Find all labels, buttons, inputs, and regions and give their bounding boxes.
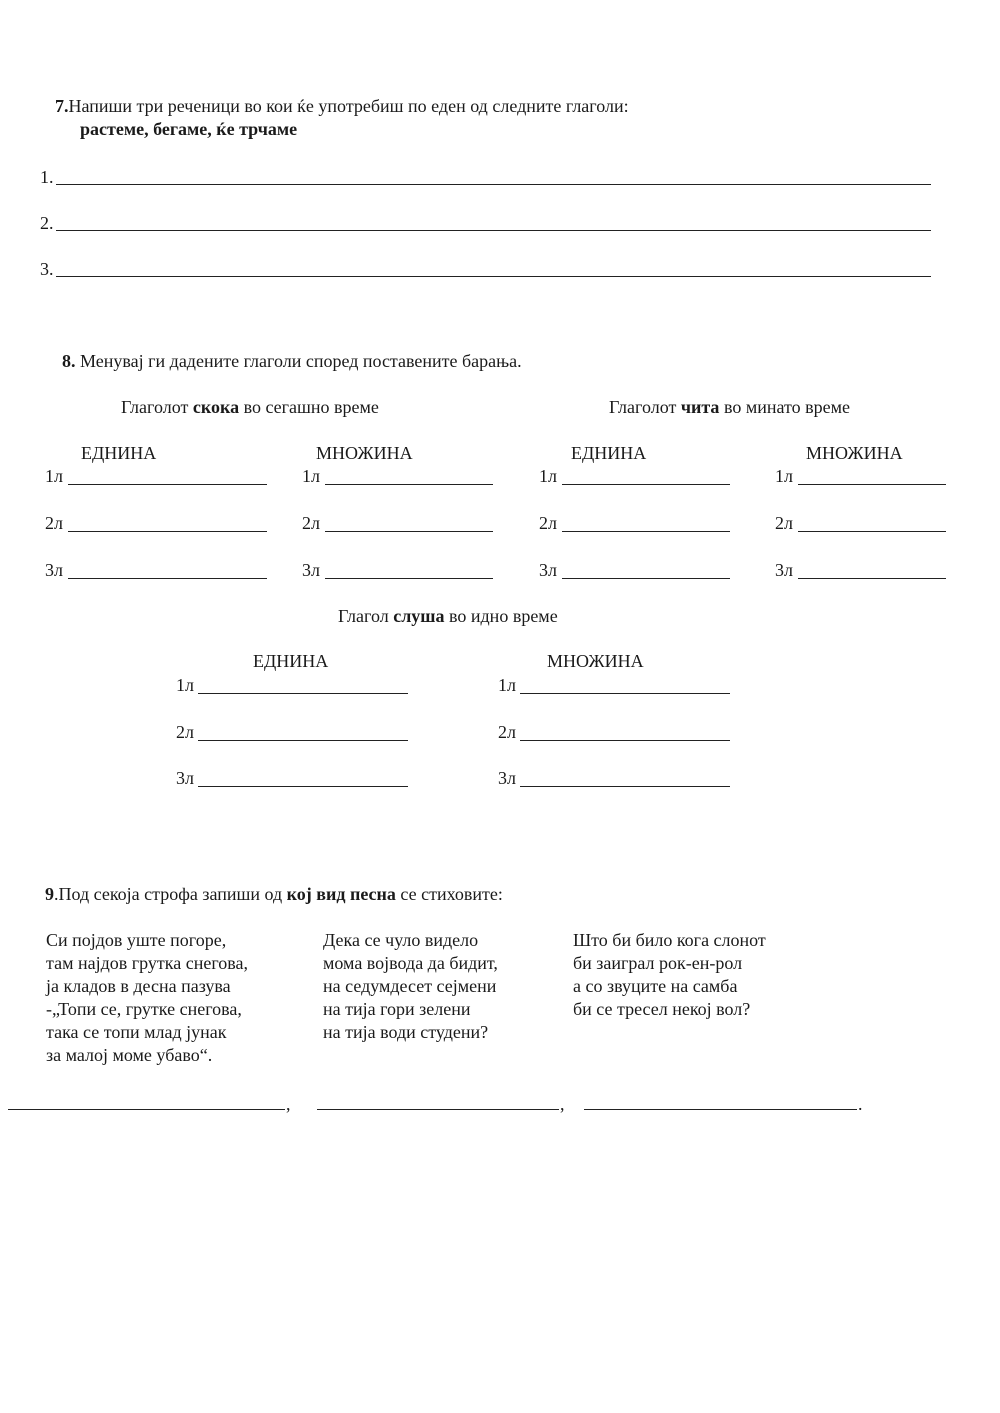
q7-number: 7.: [55, 96, 69, 116]
q9-answer-line-1[interactable]: [8, 1109, 285, 1110]
q8-block3-verb: слуша: [393, 606, 445, 626]
stanza-1-line: там најдов грутка снегова,: [46, 953, 249, 973]
q8-b2-sg-answer-3[interactable]: [562, 578, 730, 579]
q8-prompt: [62, 350, 522, 372]
q8-b1-sg-person-3: 3л: [45, 560, 63, 580]
q8-block2-verb: чита: [680, 397, 720, 417]
q9-answer-line-2[interactable]: [317, 1109, 559, 1110]
q8-block3-title: [338, 605, 558, 627]
q8-b1-pl-answer-3[interactable]: [325, 578, 493, 579]
q8-b1-pl-person-3: 3л: [302, 560, 320, 580]
stanza-2-line: на седумдесет сејмени: [323, 976, 497, 996]
stanza-1-line: ја кладов в десна пазува: [46, 976, 231, 996]
q8-b3-plural-header: МНОЖИНА: [547, 651, 644, 671]
q8-b3-pl-answer-2[interactable]: [520, 740, 730, 741]
q8-b3-pl-answer-1[interactable]: [520, 693, 730, 694]
q8-b2-singular-header: ЕДНИНА: [571, 443, 647, 463]
q8-b1-singular-header: ЕДНИНА: [81, 443, 157, 463]
q8-b3-pl-answer-3[interactable]: [520, 786, 730, 787]
q8-b3-sg-person-1: 1л: [176, 675, 194, 695]
q8-b3-pl-person-1: 1л: [498, 675, 516, 695]
q8-b2-sg-person-1: 1л: [539, 466, 557, 486]
q8-b2-sg-answer-1[interactable]: [562, 484, 730, 485]
q8-b1-pl-person-2: 2л: [302, 513, 320, 533]
q8-block2-title: [609, 396, 850, 418]
q9-text-bold: кој вид песна: [286, 884, 396, 904]
stanza-1-line: за малој моме убаво“.: [46, 1045, 213, 1065]
q8-block1-verb: скока: [192, 397, 240, 417]
q9-number: 9: [45, 884, 54, 904]
q8-b3-sg-answer-2[interactable]: [198, 740, 408, 741]
q8-b1-pl-person-1: 1л: [302, 466, 320, 486]
q8-b3-pl-person-3: 3л: [498, 768, 516, 788]
q8-b2-pl-person-2: 2л: [775, 513, 793, 533]
q9-separator-2: ,: [560, 1094, 565, 1114]
q8-b1-sg-answer-2[interactable]: [68, 531, 267, 532]
q7-answer-line-2[interactable]: [56, 230, 931, 231]
q8-b2-plural-header: МНОЖИНА: [806, 443, 903, 463]
q8-b2-pl-answer-2[interactable]: [798, 531, 946, 532]
q9-prompt: [45, 883, 503, 905]
q9-text-post: се стиховите:: [395, 884, 503, 904]
stanza-3-line: а со звуците на самба: [573, 976, 738, 996]
q8-text: Менувај ги дадените глаголи според поставените барања.: [75, 351, 522, 371]
q9-separator-3: .: [858, 1094, 863, 1114]
stanza-3-line: би се тресел некој вол?: [573, 999, 751, 1019]
q8-block3-post: во идно време: [444, 606, 558, 626]
stanza-1-line: -„Топи се, грутке снегова,: [46, 999, 242, 1019]
q8-block1-post: во сегашно време: [239, 397, 379, 417]
q8-b1-pl-answer-2[interactable]: [325, 531, 493, 532]
q8-b1-plural-header: МНОЖИНА: [316, 443, 413, 463]
stanza-2-line: на тија води студени?: [323, 1022, 489, 1042]
q8-b3-sg-person-3: 3л: [176, 768, 194, 788]
q8-b3-sg-answer-1[interactable]: [198, 693, 408, 694]
stanza-2-line: на тија гори зелени: [323, 999, 471, 1019]
q8-b1-sg-person-2: 2л: [45, 513, 63, 533]
stanza-1-line: Си појдов уште погоре,: [46, 930, 227, 950]
stanza-1-line: така се топи млад јунак: [46, 1022, 227, 1042]
q7-verbs: растеме, бегаме, ќе трчаме: [80, 119, 298, 139]
q7-line-2-label: 2.: [40, 213, 54, 233]
q8-b2-sg-answer-2[interactable]: [562, 531, 730, 532]
q8-b1-sg-answer-3[interactable]: [68, 578, 267, 579]
q8-b3-sg-person-2: 2л: [176, 722, 194, 742]
q8-b1-sg-answer-1[interactable]: [68, 484, 267, 485]
q8-b2-sg-person-3: 3л: [539, 560, 557, 580]
q8-b3-sg-answer-3[interactable]: [198, 786, 408, 787]
q7-text: Напиши три реченици во кои ќе употребиш по еден од следните глаголи:: [68, 96, 629, 116]
q8-b2-pl-answer-1[interactable]: [798, 484, 946, 485]
q9-answer-line-3[interactable]: [584, 1109, 857, 1110]
q7-line-3-label: 3.: [40, 259, 54, 279]
stanza-2-line: Дека се чуло видело: [323, 930, 479, 950]
q8-b2-sg-person-2: 2л: [539, 513, 557, 533]
q8-b3-singular-header: ЕДНИНА: [253, 651, 329, 671]
q8-block1-pre: Глаголот: [121, 397, 193, 417]
q8-number: 8.: [62, 351, 76, 371]
q8-b2-pl-person-3: 3л: [775, 560, 793, 580]
stanza-2-line: мома војвода да бидит,: [323, 953, 498, 973]
q8-b1-pl-answer-1[interactable]: [325, 484, 493, 485]
q8-block1-title: [121, 396, 379, 418]
q8-b3-pl-person-2: 2л: [498, 722, 516, 742]
q8-block2-post: во минато време: [719, 397, 850, 417]
q7-line-1-label: 1.: [40, 167, 54, 187]
stanza-3-line: би заиграл рок-ен-рол: [573, 953, 743, 973]
q8-block2-pre: Глаголот: [609, 397, 681, 417]
q7-answer-line-3[interactable]: [56, 276, 931, 277]
q8-b2-pl-answer-3[interactable]: [798, 578, 946, 579]
q8-block3-pre: Глагол: [338, 606, 394, 626]
q8-b2-pl-person-1: 1л: [775, 466, 793, 486]
q9-text-pre: .Под секоја строфа запиши од: [54, 884, 287, 904]
q7-prompt: [55, 95, 629, 117]
q7-answer-line-1[interactable]: [56, 184, 931, 185]
q9-separator-1: ,: [286, 1094, 291, 1114]
stanza-3-line: Што би било кога слонот: [573, 930, 766, 950]
q8-b1-sg-person-1: 1л: [45, 466, 63, 486]
